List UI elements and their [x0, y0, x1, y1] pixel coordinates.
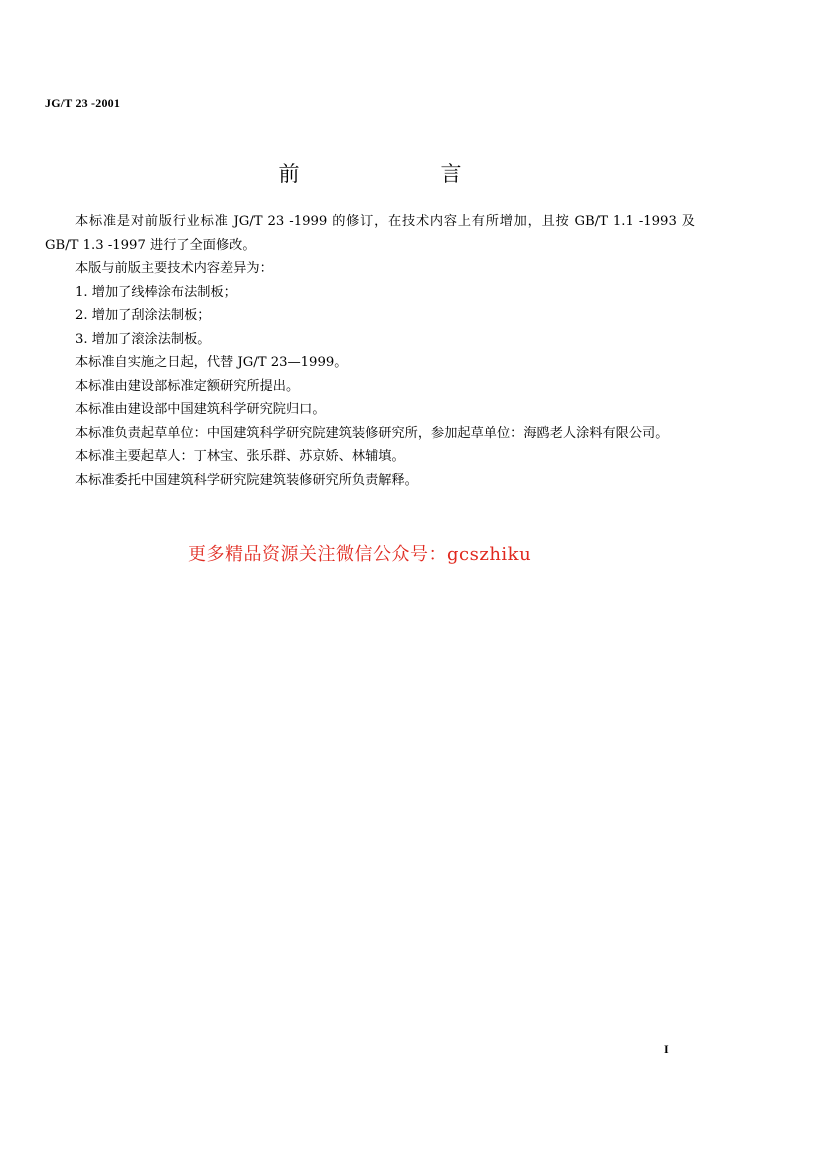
foreword-body [45, 210, 695, 492]
paragraph-drafters: 本标准主要起草人：丁林宝、张乐群、苏京娇、林辅填。 [75, 449, 405, 464]
paragraph-revision: 本标准是对前版行业标准 JG/T 23 -1999 的修订，在技术内容上有所增加，且按 GB/T 1.1 -1993 及 GB/T 1.3 -1997 进行了全面修改。 [45, 214, 695, 253]
list-item-1: 1. 增加了线棒涂布法制板； [75, 284, 237, 300]
paragraph-drafting-units: 本标准负责起草单位：中国建筑科学研究院建筑装修研究所，参加起草单位：海鸥老人涂料有限公司。 [75, 425, 669, 441]
section-title: 前 言 [278, 162, 522, 186]
paragraph-differences-intro: 本版与前版主要技术内容差异为： [75, 261, 273, 276]
paragraph-replaces: 本标准自实施之日起，代替 JG/T 23—1999。 [75, 355, 348, 370]
paragraph-managed-by: 本标准由建设部中国建筑科学研究院归口。 [75, 402, 326, 417]
paragraph-proposed-by: 本标准由建设部标准定额研究所提出。 [75, 378, 300, 394]
wechat-promo-note: 更多精品资源关注微信公众号：gcszhiku [188, 544, 532, 565]
page-number: I [664, 1042, 669, 1056]
list-item-3: 3. 增加了滚涂法制板。 [75, 331, 211, 347]
paragraph-interpretation: 本标准委托中国建筑科学研究院建筑装修研究所负责解释。 [75, 472, 418, 488]
list-item-2: 2. 增加了刮涂法制板； [75, 308, 211, 323]
standard-code: JG/T 23 -2001 [45, 96, 121, 110]
